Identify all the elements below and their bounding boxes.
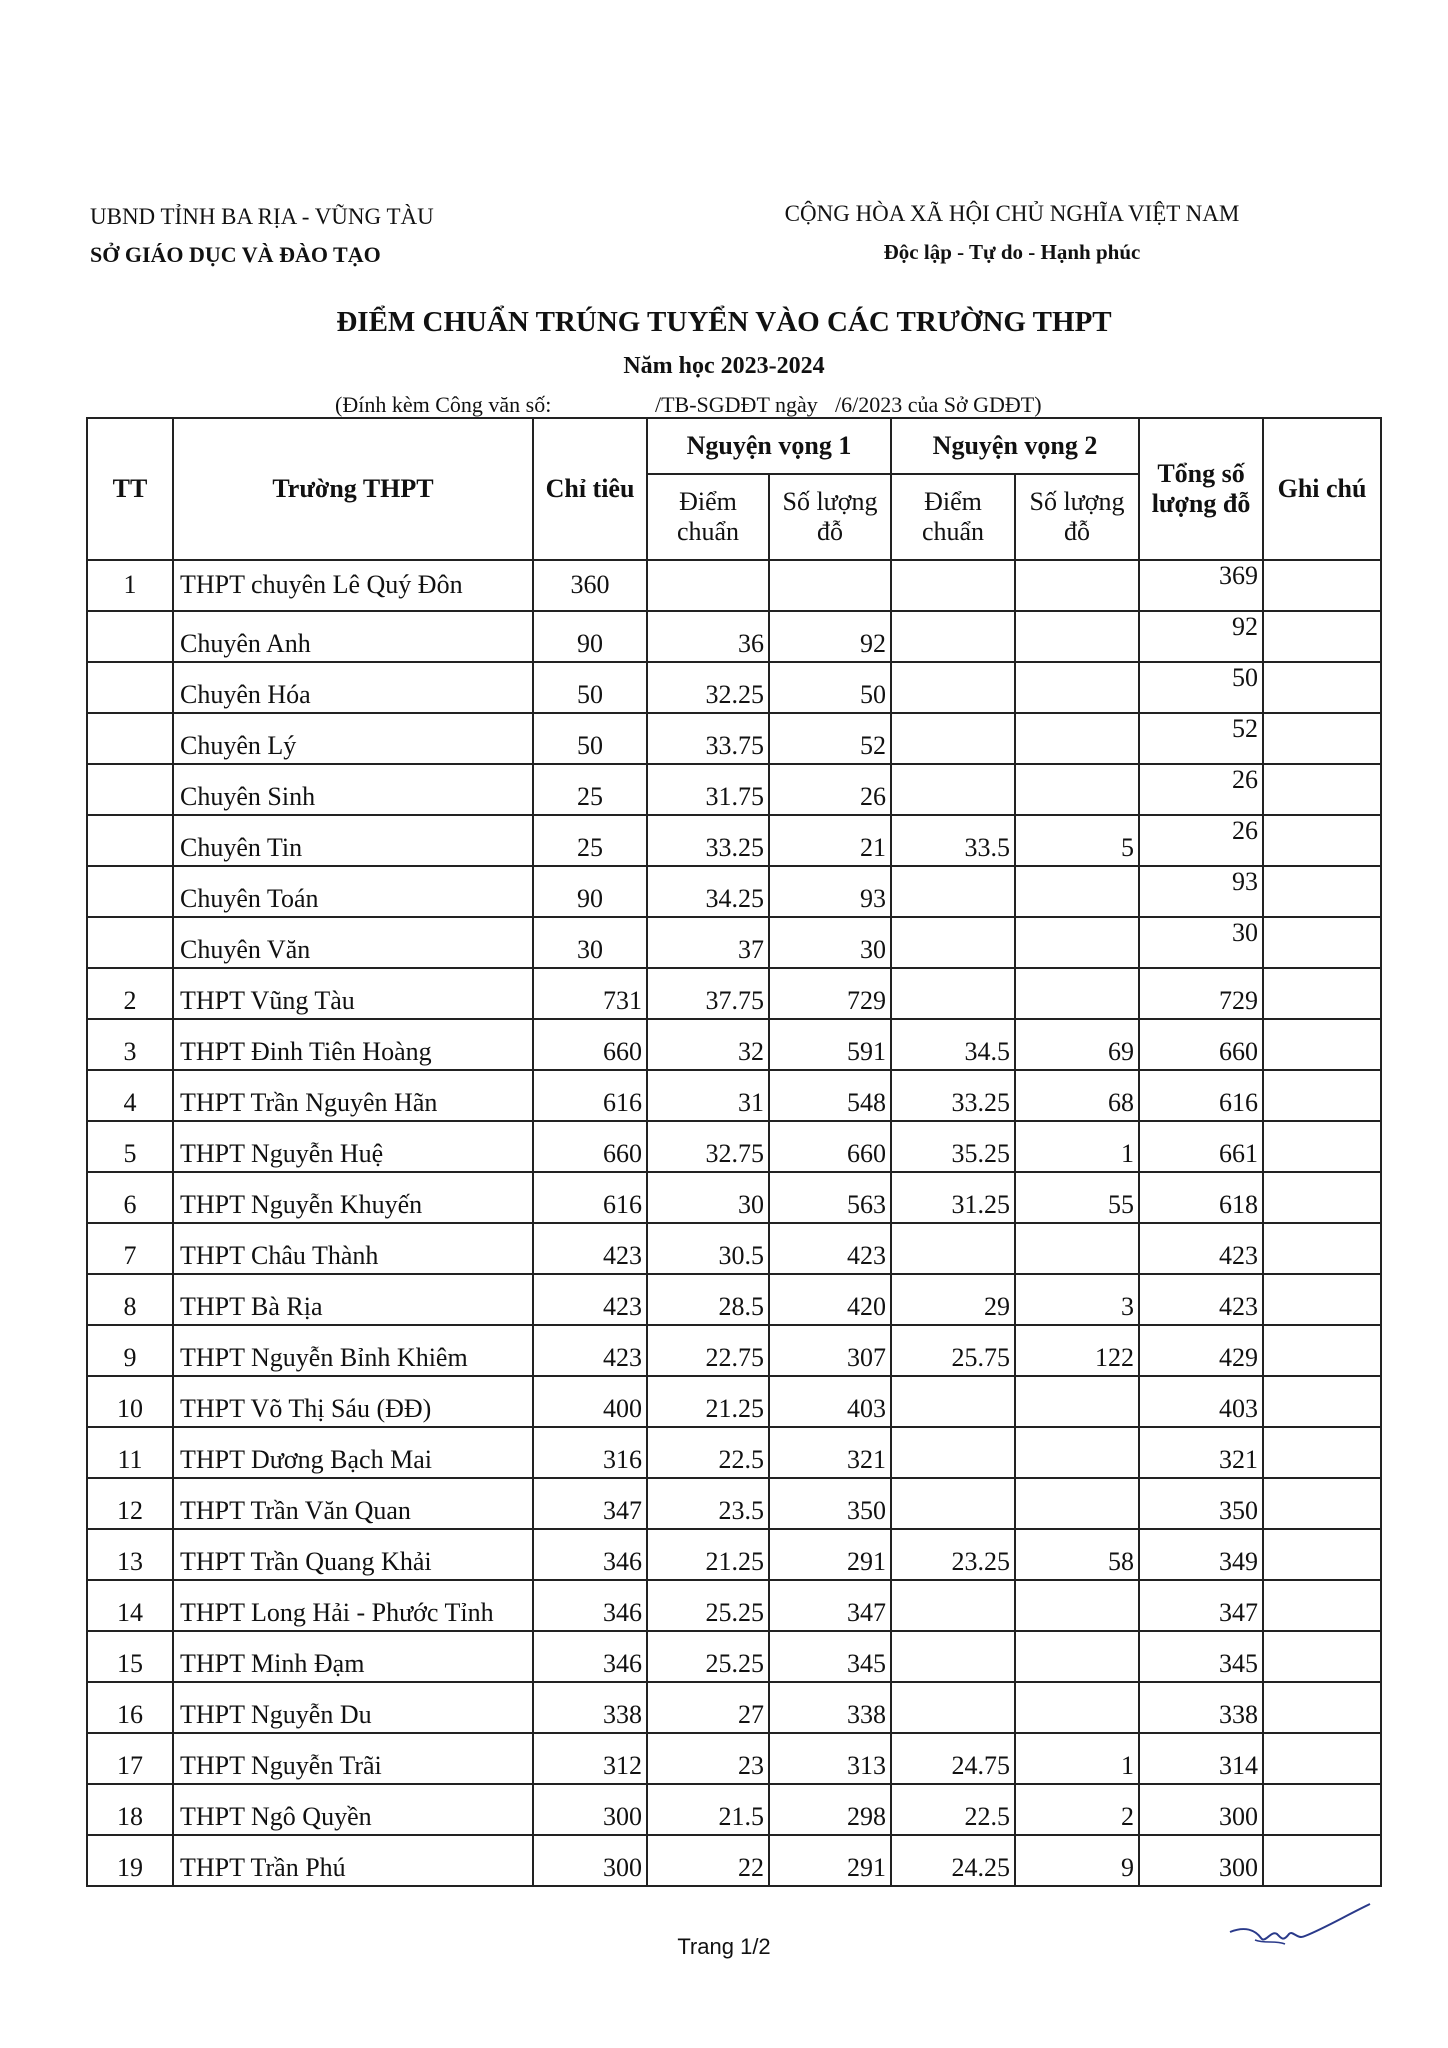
header-tt: TT bbox=[87, 418, 173, 560]
cell-nv1-cutoff: 33.25 bbox=[647, 815, 769, 866]
cell-total: 300 bbox=[1139, 1784, 1263, 1835]
table-row bbox=[87, 1478, 1381, 1529]
reference-part1: (Đính kèm Công văn số: bbox=[335, 392, 552, 417]
cell-nv1-cutoff: 32.25 bbox=[647, 662, 769, 713]
cell-nv1-passed: 307 bbox=[769, 1325, 891, 1376]
cell-school: THPT Bà Rịa bbox=[173, 1274, 533, 1325]
cell-total: 729 bbox=[1139, 968, 1263, 1019]
cell-tt bbox=[87, 662, 173, 713]
cell-note bbox=[1263, 713, 1381, 764]
cell-total: 314 bbox=[1139, 1733, 1263, 1784]
cell-quota: 338 bbox=[533, 1682, 647, 1733]
cell-tt bbox=[87, 764, 173, 815]
cell-nv2-cutoff bbox=[891, 1223, 1015, 1274]
cell-note bbox=[1263, 1682, 1381, 1733]
cell-nv1-passed: 350 bbox=[769, 1478, 891, 1529]
cell-school: THPT Trần Quang Khải bbox=[173, 1529, 533, 1580]
cell-note bbox=[1263, 1121, 1381, 1172]
table-row bbox=[87, 1427, 1381, 1478]
cell-nv2-cutoff bbox=[891, 662, 1015, 713]
cell-nv2-passed bbox=[1015, 1427, 1139, 1478]
cell-nv2-passed: 1 bbox=[1015, 1121, 1139, 1172]
school-year: Năm học 2023-2024 bbox=[623, 353, 825, 379]
cell-tt: 12 bbox=[87, 1478, 173, 1529]
cell-tt: 8 bbox=[87, 1274, 173, 1325]
cell-nv1-cutoff: 21.25 bbox=[647, 1529, 769, 1580]
cell-quota: 400 bbox=[533, 1376, 647, 1427]
cell-school: Chuyên Tin bbox=[173, 815, 533, 866]
cell-note bbox=[1263, 1733, 1381, 1784]
cell-nv2-passed bbox=[1015, 560, 1139, 611]
cell-nv1-passed: 26 bbox=[769, 764, 891, 815]
cell-tt bbox=[87, 815, 173, 866]
cell-nv2-cutoff bbox=[891, 1376, 1015, 1427]
cell-nv2-cutoff bbox=[891, 1631, 1015, 1682]
cell-nv2-passed: 5 bbox=[1015, 815, 1139, 866]
table-row bbox=[87, 917, 1381, 968]
cell-quota: 50 bbox=[533, 662, 647, 713]
header-quota: Chỉ tiêu bbox=[533, 418, 647, 560]
cell-nv2-cutoff bbox=[891, 713, 1015, 764]
cell-tt: 7 bbox=[87, 1223, 173, 1274]
cell-nv1-passed: 591 bbox=[769, 1019, 891, 1070]
cell-nv2-cutoff bbox=[891, 764, 1015, 815]
cell-school: THPT Minh Đạm bbox=[173, 1631, 533, 1682]
cell-total: 403 bbox=[1139, 1376, 1263, 1427]
cell-total: 369 bbox=[1139, 560, 1263, 611]
header-nv1-passed: Số lượng đỗ bbox=[769, 474, 891, 560]
document-title: ĐIỂM CHUẨN TRÚNG TUYỂN VÀO CÁC TRƯỜNG THPT bbox=[336, 306, 1112, 338]
cell-note bbox=[1263, 611, 1381, 662]
cell-nv2-passed: 9 bbox=[1015, 1835, 1139, 1886]
cell-total: 429 bbox=[1139, 1325, 1263, 1376]
cell-nv2-cutoff bbox=[891, 917, 1015, 968]
cell-nv1-passed: 321 bbox=[769, 1427, 891, 1478]
cell-nv1-passed: 660 bbox=[769, 1121, 891, 1172]
cell-note bbox=[1263, 1784, 1381, 1835]
table-row bbox=[87, 815, 1381, 866]
cell-total: 616 bbox=[1139, 1070, 1263, 1121]
cell-nv2-cutoff: 24.75 bbox=[891, 1733, 1015, 1784]
cell-nv2-cutoff: 33.5 bbox=[891, 815, 1015, 866]
cell-tt: 6 bbox=[87, 1172, 173, 1223]
cell-nv2-passed: 55 bbox=[1015, 1172, 1139, 1223]
cell-nv2-cutoff bbox=[891, 1478, 1015, 1529]
cell-nv1-passed: 338 bbox=[769, 1682, 891, 1733]
document-reference bbox=[335, 390, 1042, 420]
cell-nv1-passed: 92 bbox=[769, 611, 891, 662]
cell-school: THPT Nguyễn Huệ bbox=[173, 1121, 533, 1172]
cell-nv1-cutoff: 31 bbox=[647, 1070, 769, 1121]
cell-nv1-cutoff: 22 bbox=[647, 1835, 769, 1886]
cell-nv1-cutoff: 22.5 bbox=[647, 1427, 769, 1478]
cell-school: THPT Võ Thị Sáu (ĐĐ) bbox=[173, 1376, 533, 1427]
cell-nv2-passed bbox=[1015, 662, 1139, 713]
table-row bbox=[87, 1529, 1381, 1580]
cell-nv2-cutoff: 24.25 bbox=[891, 1835, 1015, 1886]
cell-school: THPT Trần Phú bbox=[173, 1835, 533, 1886]
cell-nv2-cutoff: 23.25 bbox=[891, 1529, 1015, 1580]
cell-quota: 25 bbox=[533, 764, 647, 815]
table-row bbox=[87, 1682, 1381, 1733]
cell-total: 349 bbox=[1139, 1529, 1263, 1580]
cell-nv1-cutoff: 25.25 bbox=[647, 1580, 769, 1631]
cell-nv1-cutoff: 34.25 bbox=[647, 866, 769, 917]
table-row bbox=[87, 611, 1381, 662]
cell-nv2-passed: 3 bbox=[1015, 1274, 1139, 1325]
cell-nv1-passed: 50 bbox=[769, 662, 891, 713]
cell-nv1-passed: 420 bbox=[769, 1274, 891, 1325]
cell-nv1-cutoff: 32 bbox=[647, 1019, 769, 1070]
cell-school: THPT Nguyễn Bỉnh Khiêm bbox=[173, 1325, 533, 1376]
cell-nv1-cutoff: 23 bbox=[647, 1733, 769, 1784]
cell-nv2-passed bbox=[1015, 1376, 1139, 1427]
cell-school: Chuyên Anh bbox=[173, 611, 533, 662]
cell-school: Chuyên Toán bbox=[173, 866, 533, 917]
table-row bbox=[87, 1121, 1381, 1172]
cell-quota: 423 bbox=[533, 1274, 647, 1325]
table-row bbox=[87, 713, 1381, 764]
cell-note bbox=[1263, 1478, 1381, 1529]
cell-nv1-passed: 298 bbox=[769, 1784, 891, 1835]
cell-total: 300 bbox=[1139, 1835, 1263, 1886]
cell-tt bbox=[87, 611, 173, 662]
cell-tt: 18 bbox=[87, 1784, 173, 1835]
cell-total: 26 bbox=[1139, 815, 1263, 866]
cell-note bbox=[1263, 1172, 1381, 1223]
cell-total: 26 bbox=[1139, 764, 1263, 815]
cell-nv1-cutoff bbox=[647, 560, 769, 611]
table-row bbox=[87, 1835, 1381, 1886]
table-row bbox=[87, 560, 1381, 611]
cell-note bbox=[1263, 1019, 1381, 1070]
cell-nv1-cutoff: 37.75 bbox=[647, 968, 769, 1019]
cell-school: THPT Đinh Tiên Hoàng bbox=[173, 1019, 533, 1070]
cell-nv2-passed bbox=[1015, 1580, 1139, 1631]
org-name-line1: UBND TỈNH BA RỊA - VŨNG TÀU bbox=[90, 204, 434, 229]
cell-nv1-passed: 347 bbox=[769, 1580, 891, 1631]
cell-nv1-cutoff: 23.5 bbox=[647, 1478, 769, 1529]
cell-tt: 2 bbox=[87, 968, 173, 1019]
cell-tt: 1 bbox=[87, 560, 173, 611]
cell-note bbox=[1263, 560, 1381, 611]
cell-nv2-cutoff bbox=[891, 866, 1015, 917]
cell-school: Chuyên Lý bbox=[173, 713, 533, 764]
cell-nv1-cutoff: 27 bbox=[647, 1682, 769, 1733]
cell-tt: 19 bbox=[87, 1835, 173, 1886]
cell-quota: 423 bbox=[533, 1325, 647, 1376]
cell-school: Chuyên Sinh bbox=[173, 764, 533, 815]
cell-quota: 346 bbox=[533, 1580, 647, 1631]
cell-nv2-passed: 68 bbox=[1015, 1070, 1139, 1121]
table-row bbox=[87, 1223, 1381, 1274]
cell-quota: 90 bbox=[533, 611, 647, 662]
cell-nv2-passed: 122 bbox=[1015, 1325, 1139, 1376]
header-nv2-passed: Số lượng đỗ bbox=[1015, 474, 1139, 560]
cell-tt: 13 bbox=[87, 1529, 173, 1580]
cell-quota: 30 bbox=[533, 917, 647, 968]
cell-quota: 300 bbox=[533, 1784, 647, 1835]
cell-nv1-cutoff: 37 bbox=[647, 917, 769, 968]
cell-nv1-cutoff: 21.25 bbox=[647, 1376, 769, 1427]
cell-nv1-cutoff: 25.25 bbox=[647, 1631, 769, 1682]
cell-total: 350 bbox=[1139, 1478, 1263, 1529]
cell-tt bbox=[87, 866, 173, 917]
cell-nv2-passed bbox=[1015, 917, 1139, 968]
cell-nv1-cutoff: 22.75 bbox=[647, 1325, 769, 1376]
cell-quota: 90 bbox=[533, 866, 647, 917]
cell-note bbox=[1263, 1427, 1381, 1478]
cell-nv2-passed bbox=[1015, 1631, 1139, 1682]
cell-nv2-cutoff bbox=[891, 1580, 1015, 1631]
cell-nv2-passed: 69 bbox=[1015, 1019, 1139, 1070]
table-body bbox=[87, 560, 1381, 1886]
table-header bbox=[87, 418, 1381, 560]
cell-note bbox=[1263, 1376, 1381, 1427]
cell-note bbox=[1263, 1274, 1381, 1325]
cell-nv2-cutoff bbox=[891, 968, 1015, 1019]
table-row bbox=[87, 866, 1381, 917]
cell-quota: 660 bbox=[533, 1121, 647, 1172]
cell-school: Chuyên Văn bbox=[173, 917, 533, 968]
cell-nv2-cutoff: 25.75 bbox=[891, 1325, 1015, 1376]
table-row bbox=[87, 1325, 1381, 1376]
cell-nv2-passed bbox=[1015, 866, 1139, 917]
cell-total: 347 bbox=[1139, 1580, 1263, 1631]
cell-total: 423 bbox=[1139, 1223, 1263, 1274]
cell-nv1-passed: 423 bbox=[769, 1223, 891, 1274]
cell-total: 660 bbox=[1139, 1019, 1263, 1070]
cell-nv1-passed: 729 bbox=[769, 968, 891, 1019]
reference-part3: /6/2023 của Sở GDĐT) bbox=[835, 392, 1042, 417]
table-row bbox=[87, 1784, 1381, 1835]
cell-nv1-cutoff: 21.5 bbox=[647, 1784, 769, 1835]
cell-nv2-passed bbox=[1015, 968, 1139, 1019]
cell-school: THPT Nguyễn Trãi bbox=[173, 1733, 533, 1784]
header-school: Trường THPT bbox=[173, 418, 533, 560]
cell-quota: 731 bbox=[533, 968, 647, 1019]
cell-nv1-cutoff: 30.5 bbox=[647, 1223, 769, 1274]
cell-tt: 11 bbox=[87, 1427, 173, 1478]
cell-nv1-cutoff: 36 bbox=[647, 611, 769, 662]
table-row bbox=[87, 1172, 1381, 1223]
cell-note bbox=[1263, 1580, 1381, 1631]
cell-total: 50 bbox=[1139, 662, 1263, 713]
table-row bbox=[87, 764, 1381, 815]
cell-tt: 16 bbox=[87, 1682, 173, 1733]
cell-note bbox=[1263, 1070, 1381, 1121]
header-note: Ghi chú bbox=[1263, 418, 1381, 560]
cell-school: THPT Trần Nguyên Hãn bbox=[173, 1070, 533, 1121]
cell-school: THPT Châu Thành bbox=[173, 1223, 533, 1274]
cell-nv2-passed: 58 bbox=[1015, 1529, 1139, 1580]
cell-nv1-cutoff: 30 bbox=[647, 1172, 769, 1223]
cell-nv1-cutoff: 33.75 bbox=[647, 713, 769, 764]
cell-nv1-passed: 563 bbox=[769, 1172, 891, 1223]
cell-tt: 15 bbox=[87, 1631, 173, 1682]
cell-note bbox=[1263, 815, 1381, 866]
cell-school: THPT chuyên Lê Quý Đôn bbox=[173, 560, 533, 611]
cell-quota: 346 bbox=[533, 1631, 647, 1682]
reference-part2: /TB-SGDĐT ngày bbox=[655, 392, 818, 417]
cell-nv2-passed bbox=[1015, 713, 1139, 764]
table-row bbox=[87, 1580, 1381, 1631]
cell-nv2-passed: 1 bbox=[1015, 1733, 1139, 1784]
cell-school: THPT Nguyễn Du bbox=[173, 1682, 533, 1733]
cell-note bbox=[1263, 968, 1381, 1019]
cell-school: THPT Nguyễn Khuyến bbox=[173, 1172, 533, 1223]
cell-quota: 346 bbox=[533, 1529, 647, 1580]
cell-nv1-passed: 291 bbox=[769, 1529, 891, 1580]
cell-school: THPT Trần Văn Quan bbox=[173, 1478, 533, 1529]
cell-total: 345 bbox=[1139, 1631, 1263, 1682]
cell-school: THPT Vũng Tàu bbox=[173, 968, 533, 1019]
cell-nv1-passed: 291 bbox=[769, 1835, 891, 1886]
cell-nv1-passed: 93 bbox=[769, 866, 891, 917]
cell-tt: 9 bbox=[87, 1325, 173, 1376]
cell-quota: 347 bbox=[533, 1478, 647, 1529]
cell-total: 30 bbox=[1139, 917, 1263, 968]
cell-nv1-passed: 313 bbox=[769, 1733, 891, 1784]
cell-nv2-passed bbox=[1015, 764, 1139, 815]
cell-nv1-passed: 52 bbox=[769, 713, 891, 764]
cell-quota: 316 bbox=[533, 1427, 647, 1478]
cell-note bbox=[1263, 764, 1381, 815]
cell-nv2-cutoff: 34.5 bbox=[891, 1019, 1015, 1070]
cell-tt: 5 bbox=[87, 1121, 173, 1172]
cell-quota: 300 bbox=[533, 1835, 647, 1886]
cell-nv2-cutoff bbox=[891, 1427, 1015, 1478]
cell-nv1-passed: 345 bbox=[769, 1631, 891, 1682]
cell-tt: 3 bbox=[87, 1019, 173, 1070]
cell-note bbox=[1263, 1631, 1381, 1682]
table-row bbox=[87, 662, 1381, 713]
table-row bbox=[87, 1274, 1381, 1325]
cell-note bbox=[1263, 866, 1381, 917]
header-nv2: Nguyện vọng 2 bbox=[891, 418, 1139, 474]
cell-nv1-passed: 403 bbox=[769, 1376, 891, 1427]
table-row bbox=[87, 1070, 1381, 1121]
cell-nv1-passed: 30 bbox=[769, 917, 891, 968]
cell-total: 338 bbox=[1139, 1682, 1263, 1733]
table-row bbox=[87, 1376, 1381, 1427]
cell-total: 52 bbox=[1139, 713, 1263, 764]
cell-nv1-passed: 548 bbox=[769, 1070, 891, 1121]
cell-nv1-passed: 21 bbox=[769, 815, 891, 866]
cell-nv2-passed bbox=[1015, 611, 1139, 662]
table-row bbox=[87, 1019, 1381, 1070]
cell-tt: 14 bbox=[87, 1580, 173, 1631]
cell-nv2-passed bbox=[1015, 1682, 1139, 1733]
cell-school: THPT Long Hải - Phước Tỉnh bbox=[173, 1580, 533, 1631]
cell-nv1-passed bbox=[769, 560, 891, 611]
org-name-line2: SỞ GIÁO DỤC VÀ ĐÀO TẠO bbox=[90, 242, 381, 267]
cell-note bbox=[1263, 1529, 1381, 1580]
header-nv1: Nguyện vọng 1 bbox=[647, 418, 891, 474]
cell-total: 661 bbox=[1139, 1121, 1263, 1172]
cell-nv1-cutoff: 28.5 bbox=[647, 1274, 769, 1325]
cell-school: THPT Ngô Quyền bbox=[173, 1784, 533, 1835]
admission-scores-table bbox=[86, 417, 1382, 1887]
cell-total: 618 bbox=[1139, 1172, 1263, 1223]
cell-quota: 660 bbox=[533, 1019, 647, 1070]
cell-nv2-cutoff: 33.25 bbox=[891, 1070, 1015, 1121]
cell-nv2-passed bbox=[1015, 1223, 1139, 1274]
cell-tt: 10 bbox=[87, 1376, 173, 1427]
cell-school: Chuyên Hóa bbox=[173, 662, 533, 713]
cell-note bbox=[1263, 1223, 1381, 1274]
cell-nv2-cutoff bbox=[891, 611, 1015, 662]
cell-tt bbox=[87, 713, 173, 764]
cell-nv2-cutoff bbox=[891, 1682, 1015, 1733]
page-number: Trang 1/2 bbox=[677, 1934, 771, 1959]
cell-quota: 423 bbox=[533, 1223, 647, 1274]
cell-quota: 25 bbox=[533, 815, 647, 866]
cell-note bbox=[1263, 1835, 1381, 1886]
cell-tt bbox=[87, 917, 173, 968]
cell-nv2-cutoff: 22.5 bbox=[891, 1784, 1015, 1835]
cell-quota: 360 bbox=[533, 560, 647, 611]
header-nv2-cutoff: Điểm chuẩn bbox=[891, 474, 1015, 560]
cell-nv1-cutoff: 32.75 bbox=[647, 1121, 769, 1172]
nation-motto: Độc lập - Tự do - Hạnh phúc bbox=[883, 240, 1141, 264]
header-total: Tổng số lượng đỗ bbox=[1139, 418, 1263, 560]
table-row bbox=[87, 1631, 1381, 1682]
cell-nv2-passed: 2 bbox=[1015, 1784, 1139, 1835]
nation-title: CỘNG HÒA XÃ HỘI CHỦ NGHĨA VIỆT NAM bbox=[784, 201, 1240, 226]
cell-nv2-cutoff: 31.25 bbox=[891, 1172, 1015, 1223]
cell-note bbox=[1263, 917, 1381, 968]
cell-total: 321 bbox=[1139, 1427, 1263, 1478]
handwritten-signature bbox=[1225, 1900, 1375, 1960]
cell-nv2-passed bbox=[1015, 1478, 1139, 1529]
table-row bbox=[87, 1733, 1381, 1784]
cell-quota: 50 bbox=[533, 713, 647, 764]
cell-total: 92 bbox=[1139, 611, 1263, 662]
cell-note bbox=[1263, 662, 1381, 713]
cell-quota: 312 bbox=[533, 1733, 647, 1784]
header-nv1-cutoff: Điểm chuẩn bbox=[647, 474, 769, 560]
cell-nv2-cutoff: 29 bbox=[891, 1274, 1015, 1325]
cell-total: 93 bbox=[1139, 866, 1263, 917]
cell-nv2-cutoff: 35.25 bbox=[891, 1121, 1015, 1172]
cell-nv2-cutoff bbox=[891, 560, 1015, 611]
cell-school: THPT Dương Bạch Mai bbox=[173, 1427, 533, 1478]
cell-note bbox=[1263, 1325, 1381, 1376]
cell-nv1-cutoff: 31.75 bbox=[647, 764, 769, 815]
table-row bbox=[87, 968, 1381, 1019]
cell-tt: 17 bbox=[87, 1733, 173, 1784]
cell-quota: 616 bbox=[533, 1070, 647, 1121]
cell-total: 423 bbox=[1139, 1274, 1263, 1325]
cell-quota: 616 bbox=[533, 1172, 647, 1223]
cell-tt: 4 bbox=[87, 1070, 173, 1121]
